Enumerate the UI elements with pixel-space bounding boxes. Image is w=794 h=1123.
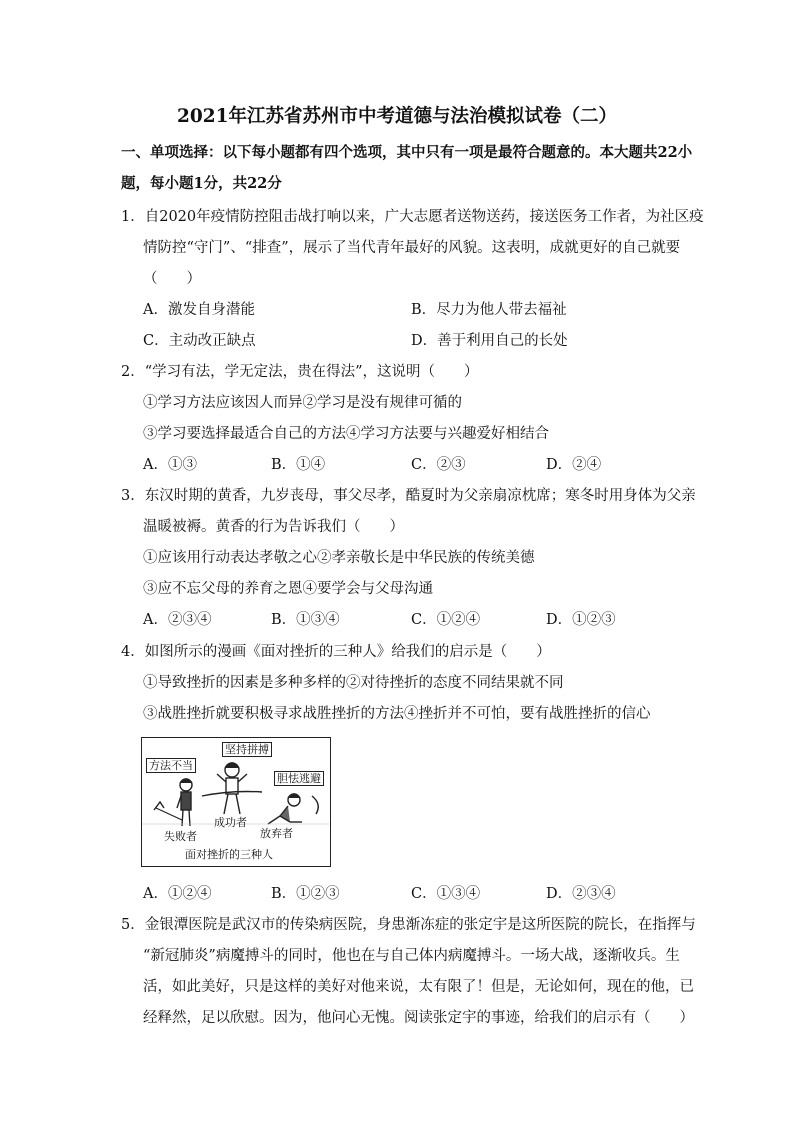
q3-stem-line2: 温暖被褥。黄香的行为告诉我们（ ） — [143, 519, 404, 535]
cartoon-name-success: 成功者 — [214, 816, 247, 829]
q4-option-a: A．①②④ — [143, 886, 212, 902]
cartoon-label-method: 方法不当 — [146, 758, 196, 773]
q5-stem-line4: 经释然，足以欣慰。因为，他问心无愧。阅读张定宇的事迹，给我们的启示有（ ） — [143, 1010, 694, 1026]
q5-stem-line3: 活，如此美好，只是这样的美好对他来说，太有限了！但是，无论如何，现在的他，已 — [143, 979, 694, 995]
q2-option-b: B．①④ — [271, 457, 326, 473]
section-heading-line2: 题，每小题1分，共22分 — [121, 175, 282, 192]
q5-stem-line1: 5．金银潭医院是武汉市的传染病医院，身患渐冻症的张定宇是这所医院的院长，在指挥与 — [121, 917, 696, 933]
q1-option-b: B．尽力为他人带去福祉 — [411, 302, 567, 318]
q1-answer-blank: （ ） — [143, 271, 201, 287]
q4-cartoon — [141, 737, 331, 867]
q4-stem-line1: 4．如图所示的漫画《面对挫折的三种人》给我们的启示是（ ） — [121, 644, 551, 660]
q3-option-c: C．①②④ — [411, 612, 481, 628]
q4-option-d: D．②③④ — [546, 886, 616, 902]
q3-option-d: D．①②③ — [546, 612, 616, 628]
q2-option-a: A．①③ — [143, 457, 197, 473]
exam-title: 2021年江苏省苏州市中考道德与法治模拟试卷（二） — [177, 106, 617, 127]
q1-option-d: D．善于利用自己的长处 — [411, 333, 568, 349]
q3-option-a: A．②③④ — [143, 612, 212, 628]
q3-stem-line3: ①应该用行动表达孝敬之心②孝亲敬长是中华民族的传统美德 — [143, 550, 535, 566]
q4-option-b: B．①②③ — [271, 886, 340, 902]
q1-stem-line1: 1．自2020年疫情防控阻击战打响以来，广大志愿者送物送药，接送医务工作者，为社区疫 — [121, 209, 704, 225]
cartoon-caption: 面对挫折的三种人 — [185, 848, 273, 861]
q1-option-a: A．激发自身潜能 — [143, 302, 255, 318]
cartoon-label-flee: 胆怯逃避 — [274, 771, 324, 786]
q2-stem-line2: ①学习方法应该因人而异②学习是没有规律可循的 — [143, 395, 462, 411]
q4-option-c: C．①③④ — [411, 886, 481, 902]
q1-option-c: C．主动改正缺点 — [143, 333, 256, 349]
q2-stem-line1: 2．“学习有法，学无定法，贵在得法”，这说明（ ） — [121, 364, 479, 380]
cartoon-name-failure: 失败者 — [164, 830, 197, 843]
q3-stem-line1: 3．东汉时期的黄香，九岁丧母，事父尽孝，酷夏时为父亲扇凉枕席；寒冬时用身体为父亲 — [121, 488, 696, 504]
q5-stem-line2: “新冠肺炎”病魔搏斗的同时，他也在与自己体内病魔搏斗。一场大战，逐渐收兵。生 — [143, 948, 680, 964]
q2-stem-line3: ③学习要选择最适合自己的方法④学习方法要与兴趣爱好相结合 — [143, 426, 549, 442]
q3-option-b: B．①③④ — [271, 612, 340, 628]
q3-stem-line4: ③应不忘父母的养育之恩④要学会与父母沟通 — [143, 581, 433, 597]
section-heading-line1: 一、单项选择：以下每小题都有四个选项，其中只有一项是最符合题意的。本大题共22小 — [121, 144, 693, 161]
q4-stem-line3: ③战胜挫折就要积极寻求战胜挫折的方法④挫折并不可怕，要有战胜挫折的信心 — [143, 706, 651, 722]
q4-stem-line2: ①导致挫折的因素是多种多样的②对待挫折的态度不同结果就不同 — [143, 675, 564, 691]
giveup-person-figure — [268, 794, 318, 824]
success-person-figure — [202, 763, 262, 814]
q2-option-c: C．②③ — [411, 457, 466, 473]
cartoon-label-persist: 坚持拼搏 — [222, 742, 272, 757]
cartoon-name-giveup: 放弃者 — [260, 827, 293, 840]
q2-option-d: D．②④ — [546, 457, 602, 473]
q1-stem-line2: 情防控“守门”、“排查”，展示了当代青年最好的风貌。这表明，成就更好的自己就要 — [143, 240, 681, 256]
